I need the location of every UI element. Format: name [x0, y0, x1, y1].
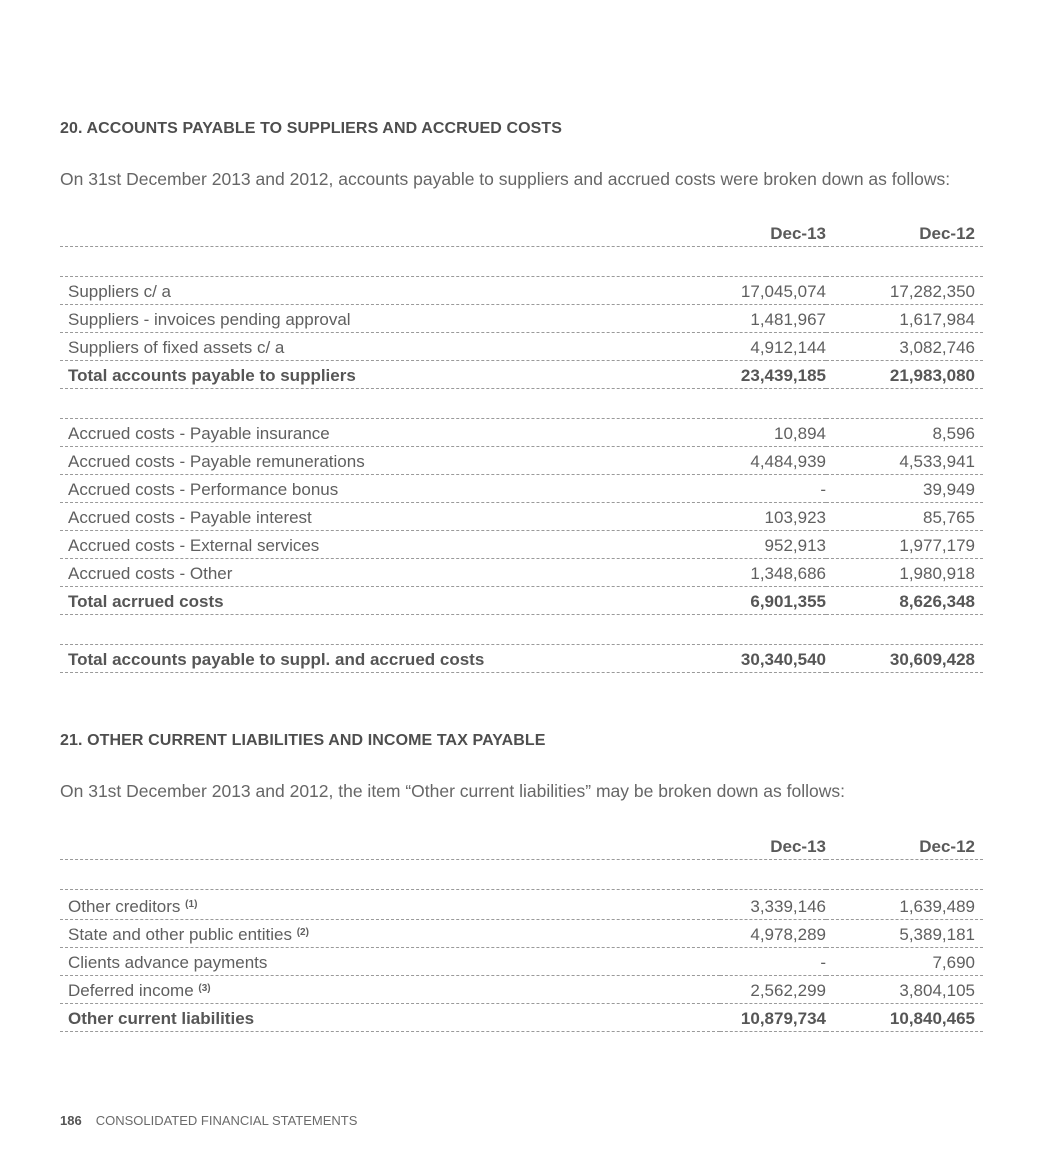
value-dec12: 1,617,984 [826, 304, 983, 332]
spacer-row [60, 388, 983, 418]
value-dec12: 4,533,941 [826, 446, 983, 474]
total-row [60, 360, 983, 388]
value-dec12: 1,980,918 [826, 558, 983, 586]
table-row [60, 446, 983, 474]
table-header-row [60, 214, 983, 246]
value-dec13: 23,439,185 [720, 360, 826, 388]
row-label: Accrued costs - Other [60, 558, 720, 586]
value-dec12: 1,977,179 [826, 530, 983, 558]
value-dec13: 1,481,967 [720, 304, 826, 332]
value-dec12: 8,626,348 [826, 586, 983, 614]
section-21-intro: On 31st December 2013 and 2012, the item “Other current liabilities” may be broken down as follows: [60, 781, 845, 801]
value-dec12: 39,949 [826, 474, 983, 502]
value-dec13: 4,978,289 [720, 919, 826, 947]
value-dec13: - [720, 474, 826, 502]
row-label: Accrued costs - Payable interest [60, 502, 720, 530]
row-label: Accrued costs - Payable remunerations [60, 446, 720, 474]
footer-section-title: CONSOLIDATED FINANCIAL STATEMENTS [95, 1113, 358, 1128]
value-dec12: 1,639,489 [826, 889, 983, 919]
row-label: Other creditors [68, 896, 181, 916]
value-dec12: 3,804,105 [826, 975, 983, 1003]
row-label-cell [60, 975, 720, 1003]
value-dec13: 3,339,146 [720, 889, 826, 919]
value-dec13: 30,340,540 [720, 644, 826, 672]
row-label: State and other public entities [68, 924, 292, 944]
section-21-heading: 21. OTHER CURRENT LIABILITIES AND INCOME TAX PAYABLE [60, 732, 546, 749]
table-row [60, 502, 983, 530]
table-row [60, 474, 983, 502]
column-header-dec12: Dec-12 [826, 827, 983, 859]
value-dec13: 103,923 [720, 502, 826, 530]
page-footer [60, 1113, 357, 1128]
row-label: Total accounts payable to suppliers [60, 360, 720, 388]
value-dec12: 30,609,428 [826, 644, 983, 672]
value-dec13: - [720, 947, 826, 975]
footnote-marker: (2) [296, 926, 309, 938]
grand-total-row [60, 644, 983, 672]
row-label: Total acrrued costs [60, 586, 720, 614]
other-liabilities-table [60, 827, 983, 1032]
column-header-dec12: Dec-12 [826, 214, 983, 246]
row-label: Suppliers - invoices pending approval [60, 304, 720, 332]
row-label-cell [60, 919, 720, 947]
value-dec12: 3,082,746 [826, 332, 983, 360]
header-blank [60, 214, 720, 246]
value-dec12: 17,282,350 [826, 276, 983, 304]
table-row [60, 304, 983, 332]
row-label: Accrued costs - Payable insurance [60, 418, 720, 446]
row-label: Accrued costs - External services [60, 530, 720, 558]
value-dec13: 17,045,074 [720, 276, 826, 304]
value-dec13: 4,484,939 [720, 446, 826, 474]
column-header-dec13: Dec-13 [720, 214, 826, 246]
table-row [60, 919, 983, 947]
value-dec13: 2,562,299 [720, 975, 826, 1003]
page-number: 186 [60, 1113, 82, 1128]
value-dec12: 10,840,465 [826, 1003, 983, 1031]
spacer-row [60, 614, 983, 644]
value-dec13: 4,912,144 [720, 332, 826, 360]
row-label: Accrued costs - Performance bonus [60, 474, 720, 502]
section-20-intro: On 31st December 2013 and 2012, accounts payable to suppliers and accrued costs were broken down as follows: [60, 169, 951, 189]
value-dec13: 952,913 [720, 530, 826, 558]
row-label: Other current liabilities [60, 1003, 720, 1031]
table-row [60, 530, 983, 558]
column-header-dec13: Dec-13 [720, 827, 826, 859]
row-label: Suppliers of fixed assets c/ a [60, 332, 720, 360]
value-dec13: 10,879,734 [720, 1003, 826, 1031]
table-row [60, 947, 983, 975]
section-20-heading: 20. ACCOUNTS PAYABLE TO SUPPLIERS AND ACCRUED COSTS [60, 120, 563, 137]
row-label: Suppliers c/ a [60, 276, 720, 304]
value-dec12: 8,596 [826, 418, 983, 446]
accounts-payable-table [60, 214, 983, 673]
value-dec12: 5,389,181 [826, 919, 983, 947]
table-row [60, 889, 983, 919]
value-dec13: 6,901,355 [720, 586, 826, 614]
value-dec12: 21,983,080 [826, 360, 983, 388]
footnote-marker: (3) [198, 982, 211, 994]
value-dec12: 85,765 [826, 502, 983, 530]
table-header-row [60, 827, 983, 859]
row-label-cell [60, 889, 720, 919]
row-label: Deferred income [68, 980, 194, 1000]
table-row [60, 332, 983, 360]
row-label: Total accounts payable to suppl. and accrued costs [60, 644, 720, 672]
table-row [60, 418, 983, 446]
spacer-row [60, 859, 983, 889]
value-dec13: 10,894 [720, 418, 826, 446]
total-row [60, 1003, 983, 1031]
spacer-row [60, 246, 983, 276]
value-dec13: 1,348,686 [720, 558, 826, 586]
table-row [60, 558, 983, 586]
table-row [60, 975, 983, 1003]
table-row [60, 276, 983, 304]
header-blank [60, 827, 720, 859]
footnote-marker: (1) [185, 898, 198, 910]
total-row [60, 586, 983, 614]
value-dec12: 7,690 [826, 947, 983, 975]
row-label: Clients advance payments [60, 947, 720, 975]
